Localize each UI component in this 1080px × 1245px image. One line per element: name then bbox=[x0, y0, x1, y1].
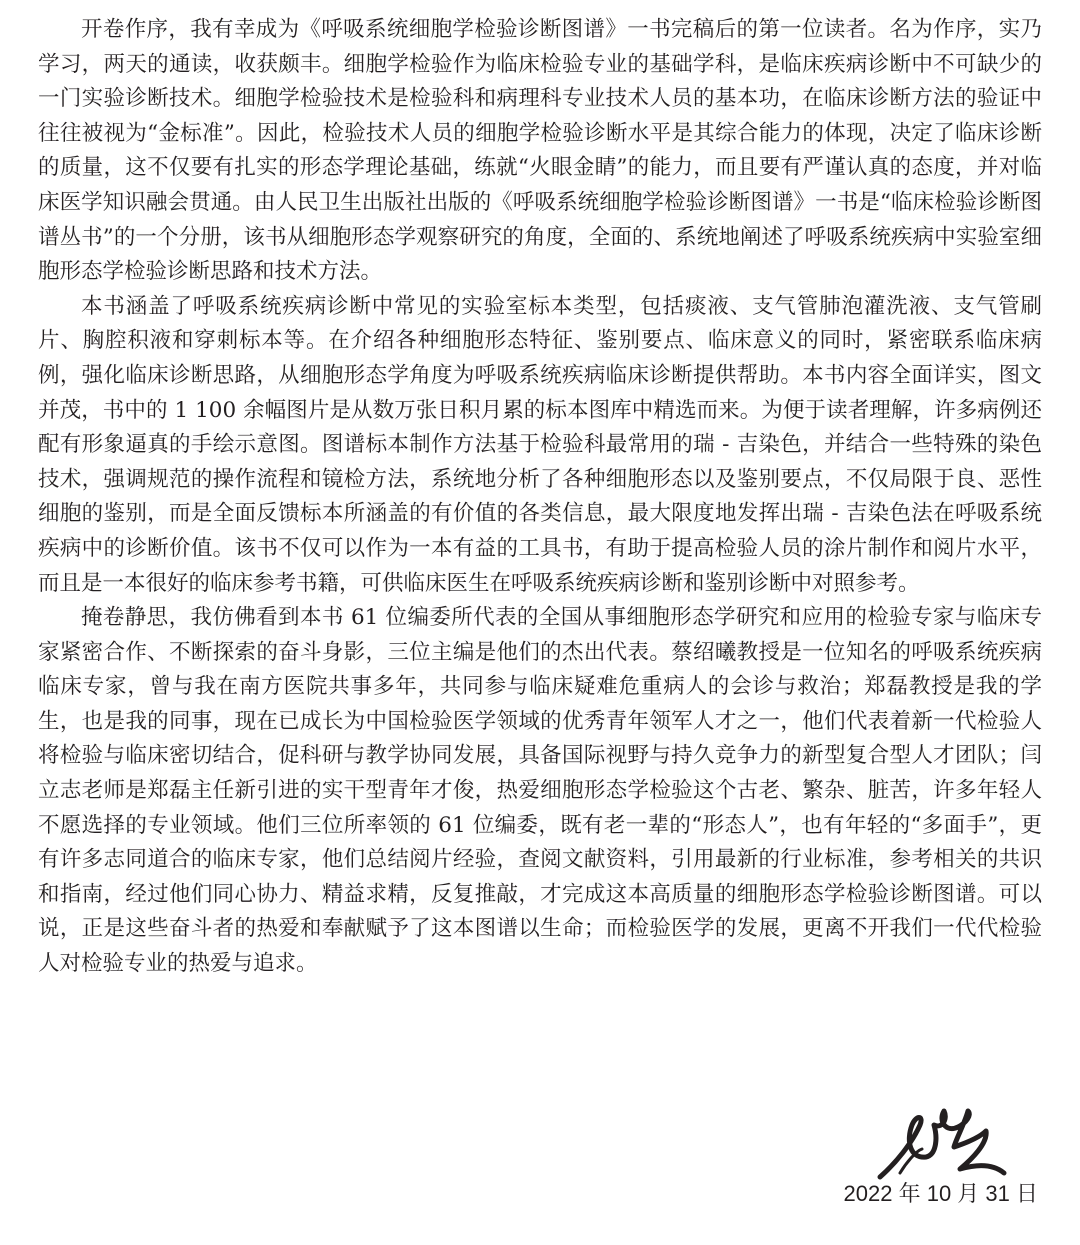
preface-body bbox=[38, 13, 1042, 982]
paragraph-3: 掩卷静思，我仿佛看到本书 61 位编委所代表的全国从事细胞形态学研究和应用的检验专家与临床专家紧密合作、不断探索的奋斗身影，三位主编是他们的杰出代表。蔡绍曦教授是一位知名的呼吸系统疾病临床专家，曾与我在南方医院共事多年，共同参与临床疑难危重病人的会诊与救治；郑磊教授是我的学生，也是我的同事，现在已成长为中国检验医学领域的优秀青年领军人才之一，他们代表着新一代检验人将检验与临床密切结合，促科研与教学协同发展，具备国际视野与持久竞争力的新型复合型人才团队；闫立志老师是郑磊主任新引进的实干型青年才俊，热爱细胞形态学检验这个古老、繁杂、脏苦，许多年轻人不愿选择的专业领域。他们三位所率领的 61 位编委，既有老一辈的“形态人”，也有年轻的“多面手”，更有许多志同道合的临床专家，他们总结阅片经验，查阅文献资料，引用最新的行业标准，参考相关的共识和指南，经过他们同心协力、精益求精，反复推敲，才完成这本高质量的细胞形态学检验诊断图谱。可以说，正是这些奋斗者的热爱和奉献赋予了这本图谱以生命；而检验医学的发展，更离不开我们一代代检验人对检验专业的热爱与追求。 bbox=[38, 605, 1042, 977]
paragraph-1: 开卷作序，我有幸成为《呼吸系统细胞学检验诊断图谱》一书完稿后的第一位读者。名为作序，实乃学习，两天的通读，收获颇丰。细胞学检验作为临床检验专业的基础学科，是临床疾病诊断中不可缺少的一门实验诊断技术。细胞学检验技术是检验科和病理科专业技术人员的基本功，在临床诊断方法的验证中往往被视为“金标准”。因此，检验技术人员的细胞学检验诊断水平是其综合能力的体现，决定了临床诊断的质量，这不仅要有扎实的形态学理论基础，练就“火眼金睛”的能力，而且要有严谨认真的态度，并对临床医学知识融会贯通。由人民卫生出版社出版的《呼吸系统细胞学检验诊断图谱》一书是“临床检验诊断图谱丛书”的一个分册，该书从细胞形态学观察研究的角度，全面的、系统地阐述了呼吸系统疾病中实验室细胞形态学检验诊断思路和技术方法。 bbox=[38, 17, 1042, 285]
date-line: 2022 年 10 月 31 日 bbox=[843, 1181, 1038, 1206]
handwritten-signature bbox=[876, 1103, 1008, 1189]
paragraph-2: 本书涵盖了呼吸系统疾病诊断中常见的实验室标本类型，包括痰液、支气管肺泡灌洗液、支气管刷片、胸腔积液和穿刺标本等。在介绍各种细胞形态特征、鉴别要点、临床意义的同时，紧密联系临床病例，强化临床诊断思路，从细胞形态学角度为呼吸系统疾病临床诊断提供帮助。本书内容全面详实，图文并茂，书中的 1 100 余幅图片是从数万张日积月累的标本图库中精选而来。为便于读者理解，许多病例还配有形象逼真的手绘示意图。图谱标本制作方法基于检验科最常用的瑞 - 吉染色，并结合一些特殊的染色技术，强调规范的操作流程和镜检方法，系统地分析了各种细胞形态以及鉴别要点，不仅局限于良、恶性细胞的鉴别，而是全面反馈标本所涵盖的有价值的各类信息，最大限度地发挥出瑞 - 吉染色法在呼吸系统疾病中的诊断价值。该书不仅可以作为一本有益的工具书，有助于提高检验人员的涂片制作和阅片水平，而且是一本很好的临床参考书籍，可供临床医生在呼吸系统疾病诊断和鉴别诊断中对照参考。 bbox=[38, 293, 1042, 596]
